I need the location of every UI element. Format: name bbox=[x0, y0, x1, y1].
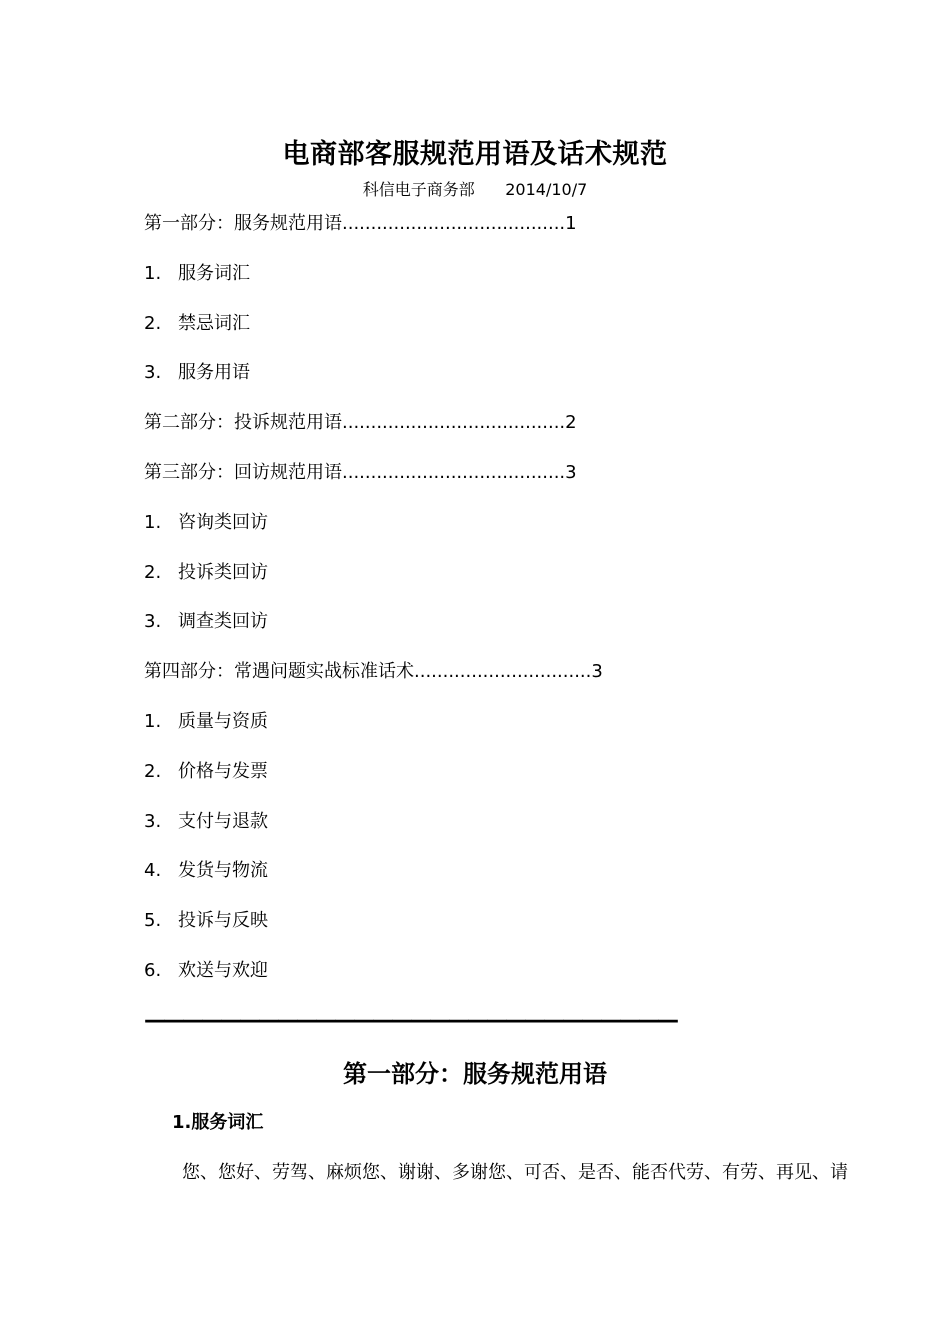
toc-leader-dots: ....................................... bbox=[342, 213, 566, 234]
toc-item-number: 3. bbox=[144, 611, 162, 632]
toc-leader-dots: ....................................... bbox=[342, 462, 566, 483]
toc-leader-dots: ....................................... bbox=[342, 412, 566, 433]
toc-item-title: 欢送与欢迎 bbox=[178, 960, 268, 981]
toc-part-entry bbox=[144, 462, 577, 484]
toc-part-entry bbox=[144, 213, 577, 235]
sub-heading: 1.服务词汇 bbox=[172, 1112, 264, 1133]
toc-item-title: 支付与退款 bbox=[178, 811, 268, 832]
toc-item-title: 调查类回访 bbox=[178, 611, 268, 632]
toc-item-number: 1. bbox=[144, 263, 162, 284]
toc-item-title: 投诉类回访 bbox=[178, 562, 268, 583]
toc-part-title: 第二部分：投诉规范用语 bbox=[144, 412, 342, 433]
toc-item-title: 服务词汇 bbox=[178, 263, 250, 284]
toc-item-number: 1. bbox=[144, 711, 162, 732]
document-subtitle: 科信电子商务部 2014/10/7 bbox=[362, 180, 588, 199]
toc-part-title: 第一部分：服务规范用语 bbox=[144, 213, 342, 234]
toc-item-number: 3. bbox=[144, 362, 162, 383]
toc-page-number: 1 bbox=[565, 213, 577, 234]
toc-part-title: 第四部分：常遇问题实战标准话术 bbox=[144, 661, 414, 682]
toc-part-entry bbox=[144, 661, 603, 683]
toc-item-number: 6. bbox=[144, 960, 162, 981]
toc-item-number: 2. bbox=[144, 562, 162, 583]
toc-leader-dots: ............................... bbox=[414, 661, 592, 682]
toc-part-entry bbox=[144, 412, 577, 434]
toc-part-title: 第三部分：回访规范用语 bbox=[144, 462, 342, 483]
toc-item-title: 服务用语 bbox=[178, 362, 250, 383]
toc-item-entry bbox=[144, 512, 268, 534]
toc-item-entry bbox=[144, 263, 250, 285]
toc-item-number: 1. bbox=[144, 512, 162, 533]
toc-page-number: 3 bbox=[591, 661, 603, 682]
toc-item-title: 价格与发票 bbox=[178, 761, 268, 782]
toc-item-entry bbox=[144, 711, 268, 733]
toc-item-entry bbox=[144, 860, 268, 882]
toc-item-title: 咨询类回访 bbox=[178, 512, 268, 533]
section-heading: 第一部分：服务规范用语 bbox=[343, 1060, 607, 1088]
toc-item-entry bbox=[144, 611, 268, 633]
toc-item-number: 5. bbox=[144, 910, 162, 931]
toc-item-entry bbox=[144, 313, 250, 335]
document-title: 电商部客服规范用语及话术规范 bbox=[282, 139, 668, 170]
toc-item-entry bbox=[144, 761, 268, 783]
toc-item-number: 4. bbox=[144, 860, 162, 881]
toc-item-number: 3. bbox=[144, 811, 162, 832]
toc-item-entry bbox=[144, 562, 268, 584]
toc-page-number: 2 bbox=[565, 412, 577, 433]
toc-item-entry bbox=[144, 362, 250, 384]
toc-item-number: 2. bbox=[144, 761, 162, 782]
toc-page-number: 3 bbox=[565, 462, 577, 483]
toc-item-title: 发货与物流 bbox=[178, 860, 268, 881]
section-divider: ———————————————————————————— bbox=[144, 1008, 676, 1033]
toc-item-title: 投诉与反映 bbox=[178, 910, 268, 931]
body-paragraph: 您、您好、劳驾、麻烦您、谢谢、多谢您、可否、是否、能否代劳、有劳、再见、请 bbox=[182, 1162, 848, 1183]
toc-item-entry bbox=[144, 811, 268, 833]
toc-item-number: 2. bbox=[144, 313, 162, 334]
toc-item-title: 禁忌词汇 bbox=[178, 313, 250, 334]
toc-item-entry bbox=[144, 910, 268, 932]
toc-item-title: 质量与资质 bbox=[178, 711, 268, 732]
toc-item-entry bbox=[144, 960, 268, 982]
